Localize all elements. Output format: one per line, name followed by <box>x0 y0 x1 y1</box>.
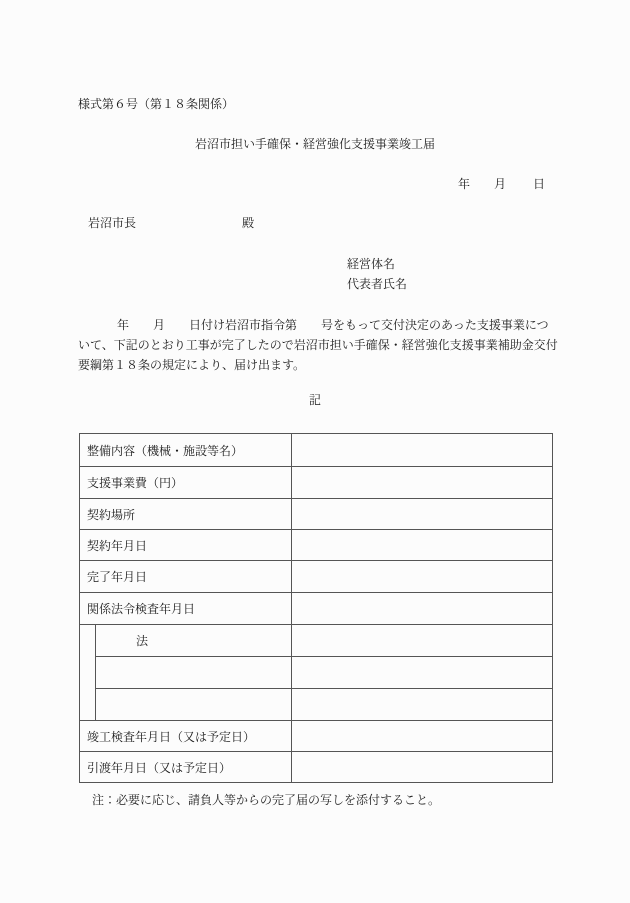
representative-name-label: 代表者氏名 <box>347 277 408 291</box>
date-year-label: 年 <box>458 177 471 191</box>
cell-value-empty-1 <box>292 657 553 689</box>
form-table <box>79 433 553 783</box>
cell-value-contract-date <box>292 530 553 561</box>
date-day-label: 日 <box>533 177 546 191</box>
form-number: 様式第６号（第１８条関係） <box>78 97 235 111</box>
cell-value-legal-inspection-date <box>292 593 553 625</box>
row-label-improvement-content: 整備内容（機械・施設等名） <box>80 434 292 467</box>
cell-value-completion-date <box>292 561 553 593</box>
table-row <box>80 752 553 783</box>
table-row <box>80 499 553 530</box>
footnote: 注：必要に応じ、請負人等からの完了届の写しを添付すること。 <box>92 793 441 807</box>
body-line-2: いて、下記のとおり工事が完了したので岩沼市担い手確保・経営強化支援事業補助金交付 <box>78 338 558 352</box>
document-title: 岩沼市担い手確保・経営強化支援事業竣工届 <box>194 137 435 151</box>
sub-row-label-empty-2 <box>96 689 292 721</box>
cell-value-improvement-content <box>292 434 553 467</box>
body-line-3: 要綱第１８条の規定により、届け出ます。 <box>78 358 306 372</box>
addressee-name: 岩沼市長 <box>88 216 137 230</box>
cell-value-project-cost <box>292 467 553 499</box>
cell-value-handover-date <box>292 752 553 783</box>
row-label-contract-date: 契約年月日 <box>80 530 292 561</box>
table-sub-row <box>80 689 553 721</box>
sub-row-label-empty-1 <box>96 657 292 689</box>
row-label-completion-inspection-date: 竣工検査年月日（又は予定日） <box>80 721 292 752</box>
body-line-1: 年 月 日付け岩沼市指令第 号をもって交付決定のあった支援事業につ <box>117 318 549 332</box>
cell-value-contract-place <box>292 499 553 530</box>
table-sub-row <box>80 657 553 689</box>
addressee-honorific: 殿 <box>242 216 255 230</box>
date-month-label: 月 <box>494 177 507 191</box>
table-row <box>80 721 553 752</box>
table-row <box>80 561 553 593</box>
cell-value-law <box>292 625 553 657</box>
table-row <box>80 467 553 499</box>
table-sub-row <box>80 625 553 657</box>
row-label-legal-inspection-date: 関係法令検査年月日 <box>80 593 292 625</box>
section-marker: 記 <box>308 393 321 407</box>
cell-value-empty-2 <box>292 689 553 721</box>
cell-value-completion-inspection-date <box>292 721 553 752</box>
table-row <box>80 593 553 625</box>
row-label-completion-date: 完了年月日 <box>80 561 292 593</box>
group-indent-strip <box>80 625 96 721</box>
table-row <box>80 530 553 561</box>
sub-row-label-law: 法 <box>96 625 292 657</box>
table-row <box>80 434 553 467</box>
row-label-contract-place: 契約場所 <box>80 499 292 530</box>
entity-name-label: 経営体名 <box>347 257 396 271</box>
row-label-handover-date: 引渡年月日（又は予定日） <box>80 752 292 783</box>
row-label-project-cost: 支援事業費（円） <box>80 467 292 499</box>
